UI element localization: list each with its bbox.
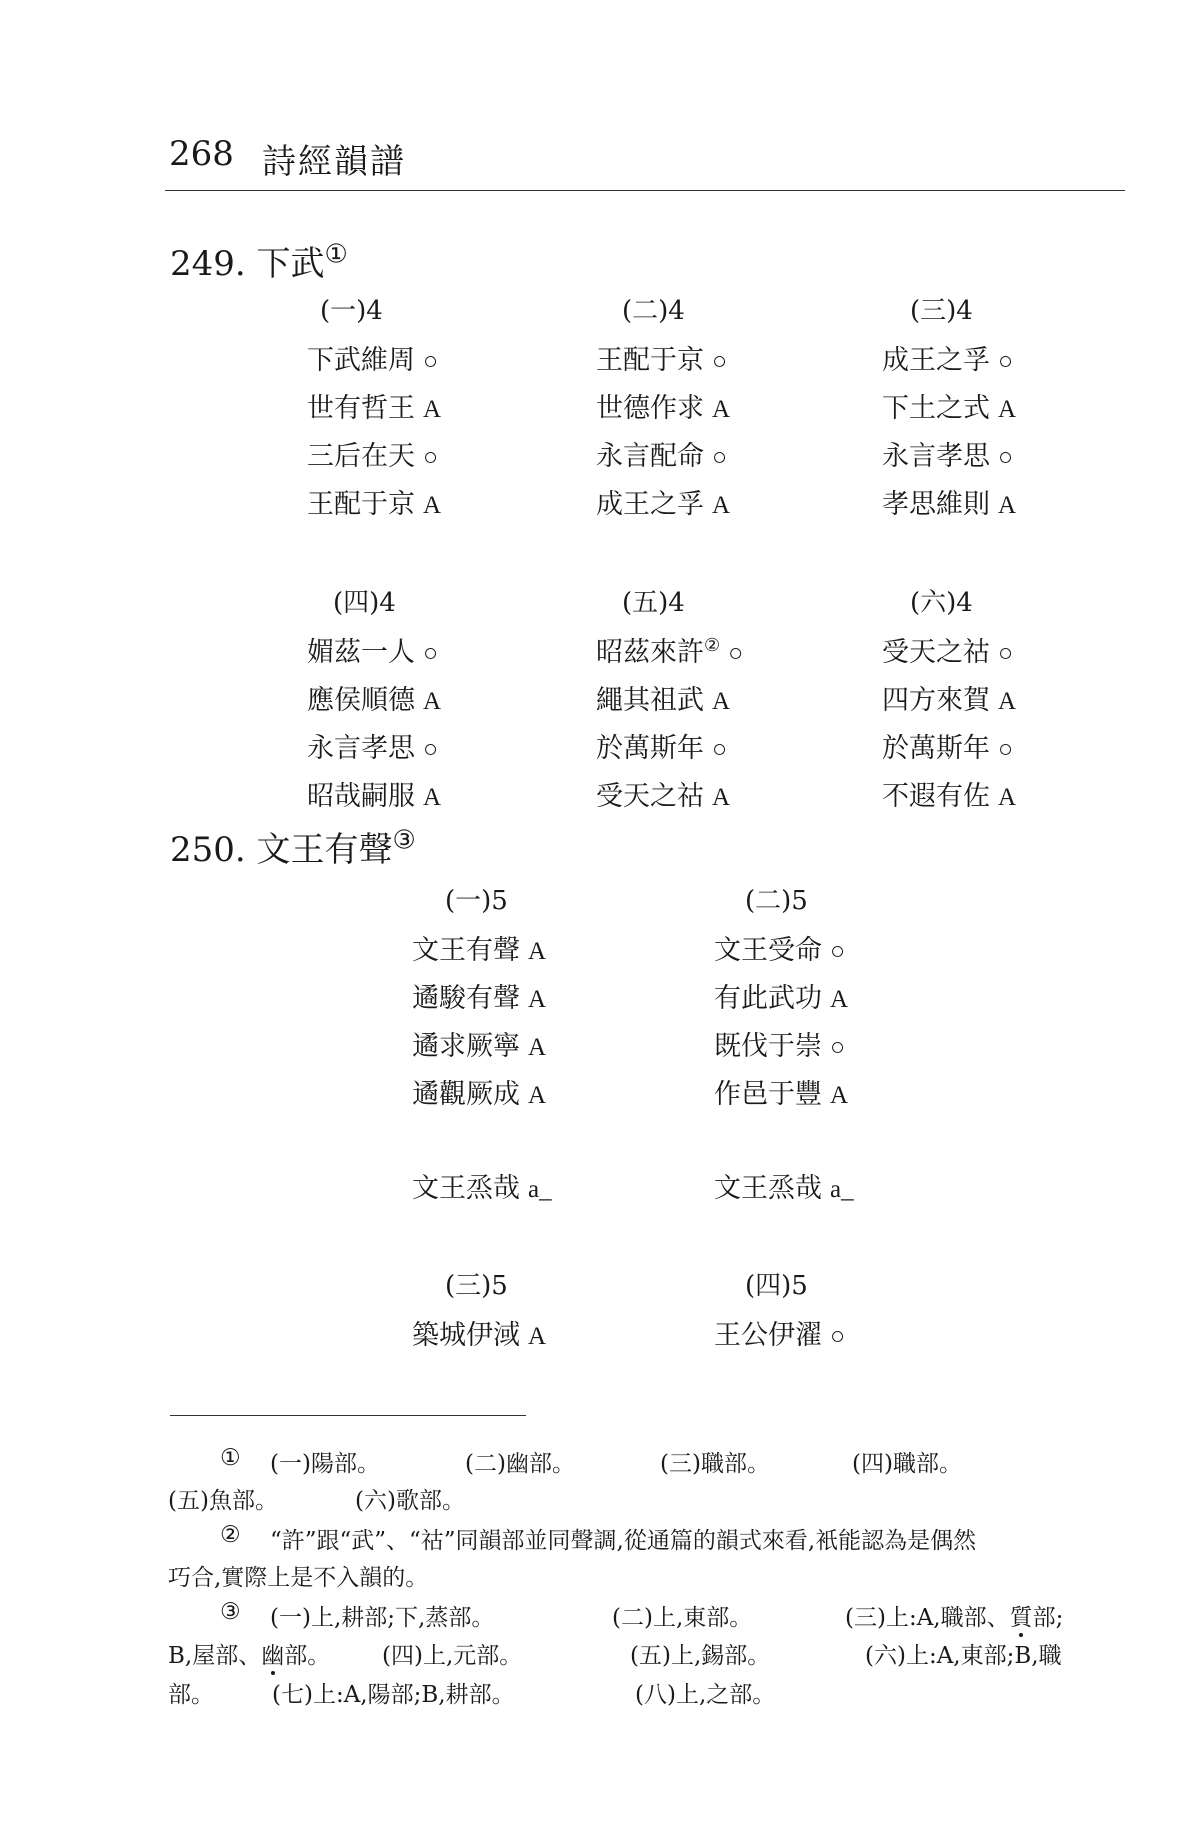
rhyme-mark: ○ bbox=[998, 736, 1014, 763]
verse-line: 繩其祖武 A bbox=[596, 685, 731, 716]
verse-line: 受天之祜 A bbox=[596, 781, 731, 812]
poem-250-note-marker: ③ bbox=[392, 825, 416, 856]
rhyme-mark: A bbox=[712, 688, 731, 715]
footnote-part: (三)上:A,職部、質部; bbox=[845, 1605, 1064, 1631]
verse-line: 昭哉嗣服 A bbox=[307, 781, 442, 812]
refrain-line: 文王烝哉 a_ bbox=[714, 1173, 854, 1204]
verse-line: 王配于京 A bbox=[307, 489, 442, 520]
poem-249-title: 249. 下武① bbox=[170, 239, 348, 284]
verse-line: 有此武功 A bbox=[714, 983, 849, 1014]
verse-line: 作邑于豐 A bbox=[714, 1079, 849, 1110]
stanza-label: (一)4 bbox=[320, 296, 383, 326]
verse-line: 四方來賀 A bbox=[882, 685, 1017, 716]
rhyme-mark: A bbox=[998, 688, 1017, 715]
rhyme-mark: A bbox=[528, 1082, 547, 1109]
verse-line: 文王有聲 A bbox=[412, 935, 547, 966]
footnote-part: (四)職部。 bbox=[852, 1451, 962, 1477]
poem-249-note-marker: ① bbox=[324, 239, 348, 270]
rhyme-mark: A bbox=[830, 1082, 849, 1109]
rhyme-mark: A bbox=[528, 1323, 547, 1350]
footnote-part: (四)上,元部。 bbox=[382, 1643, 523, 1669]
stanza-label: (三)5 bbox=[445, 1271, 508, 1301]
verse-line: 孝思維則 A bbox=[882, 489, 1017, 520]
verse-line: 永言配命 ○ bbox=[596, 441, 728, 472]
verse-line: 不遐有佐 A bbox=[882, 781, 1017, 812]
footnote-part: (五)上,錫部。 bbox=[630, 1643, 771, 1669]
rhyme-mark: A bbox=[423, 688, 442, 715]
rhyme-mark: ○ bbox=[998, 348, 1014, 375]
verse-line: 成王之孚 A bbox=[596, 489, 731, 520]
rhyme-mark: A bbox=[423, 396, 442, 423]
footnote-part: (八)上,之部。 bbox=[635, 1682, 776, 1708]
rhyme-mark: A bbox=[712, 396, 731, 423]
verse-line: 世有哲王 A bbox=[307, 393, 442, 424]
footnote-text: “許”跟“武”、“祜”同韻部並同聲調,從通篇的韻式來看,衹能認為是偶然 bbox=[270, 1528, 977, 1554]
stanza-label: (四)5 bbox=[745, 1271, 808, 1301]
verse-line: 世德作求 A bbox=[596, 393, 731, 424]
verse-line: 既伐于崇 ○ bbox=[714, 1031, 846, 1062]
footnote-text: 巧合,實際上是不入韻的。 bbox=[168, 1565, 429, 1591]
footnote-rule bbox=[170, 1415, 526, 1416]
rhyme-mark: ○ bbox=[830, 1323, 846, 1350]
verse-line: 遹求厥寧 A bbox=[412, 1031, 547, 1062]
verse-line: 永言孝思 ○ bbox=[882, 441, 1014, 472]
footnote-part: (三)職部。 bbox=[660, 1451, 770, 1477]
verse-line: 王公伊濯 ○ bbox=[714, 1320, 846, 1351]
rhyme-mark: ○ bbox=[423, 444, 439, 471]
rhyme-mark: A bbox=[998, 396, 1017, 423]
verse-line: 遹觀厥成 A bbox=[412, 1079, 547, 1110]
footnote-marker: ① bbox=[220, 1445, 241, 1471]
verse-line: 永言孝思 ○ bbox=[307, 733, 439, 764]
rhyme-mark: ○ bbox=[998, 640, 1014, 667]
verse-line: 於萬斯年 ○ bbox=[596, 733, 728, 764]
stanza-label: (三)4 bbox=[910, 296, 973, 326]
footnote-marker: ③ bbox=[220, 1599, 241, 1625]
footnote-part: (一)上,耕部;下,蒸部。 bbox=[270, 1605, 495, 1631]
rhyme-mark: ○ bbox=[712, 444, 728, 471]
stanza-label: (五)4 bbox=[622, 588, 685, 618]
footnote-part: (六)歌部。 bbox=[355, 1488, 465, 1514]
rhyme-mark: a_ bbox=[830, 1176, 854, 1203]
rhyme-mark: A bbox=[423, 492, 442, 519]
rhyme-mark: A bbox=[830, 986, 849, 1013]
verse-line: 於萬斯年 ○ bbox=[882, 733, 1014, 764]
refrain-line: 文王烝哉 a_ bbox=[412, 1173, 552, 1204]
rhyme-mark: ○ bbox=[728, 640, 744, 667]
verse-line: 媚茲一人 ○ bbox=[307, 637, 439, 668]
rhyme-mark: A bbox=[998, 784, 1017, 811]
rhyme-mark: a_ bbox=[528, 1176, 552, 1203]
footnote-part: 部。 bbox=[168, 1682, 214, 1708]
stanza-label: (二)5 bbox=[745, 886, 808, 916]
rhyme-mark: ○ bbox=[830, 1034, 846, 1061]
verse-line: 受天之祜 ○ bbox=[882, 637, 1014, 668]
rhyme-mark: A bbox=[528, 938, 547, 965]
footnote-part: (一)陽部。 bbox=[270, 1451, 380, 1477]
verse-line: 遹駿有聲 A bbox=[412, 983, 547, 1014]
header-rule bbox=[165, 190, 1125, 191]
emphasis-dot-char: 質 bbox=[1009, 1605, 1033, 1631]
poem-250-title: 250. 文王有聲③ bbox=[170, 825, 416, 870]
verse-line: 王配于京 ○ bbox=[596, 345, 728, 376]
page-number: 268 bbox=[169, 134, 234, 174]
footnote-part: (五)魚部。 bbox=[168, 1488, 278, 1514]
rhyme-mark: ○ bbox=[423, 348, 439, 375]
verse-line: 昭茲來許② ○ bbox=[596, 635, 744, 668]
stanza-label: (二)4 bbox=[622, 296, 685, 326]
emphasis-dot-char: 幽 bbox=[261, 1643, 285, 1669]
rhyme-mark: ○ bbox=[998, 444, 1014, 471]
verse-line: 三后在天 ○ bbox=[307, 441, 439, 472]
verse-line: 下土之式 A bbox=[882, 393, 1017, 424]
footnote-part: (七)上:A,陽部;B,耕部。 bbox=[272, 1682, 515, 1708]
rhyme-mark: A bbox=[712, 492, 731, 519]
footnote-part: (二)幽部。 bbox=[465, 1451, 575, 1477]
rhyme-mark: ○ bbox=[423, 736, 439, 763]
footnote-part: (二)上,東部。 bbox=[612, 1605, 753, 1631]
footnote-part: B,屋部、幽部。 bbox=[168, 1643, 331, 1669]
rhyme-mark: A bbox=[998, 492, 1017, 519]
rhyme-mark: ○ bbox=[830, 938, 846, 965]
rhyme-mark: ○ bbox=[423, 640, 439, 667]
verse-line: 文王受命 ○ bbox=[714, 935, 846, 966]
stanza-label: (六)4 bbox=[910, 588, 973, 618]
stanza-label: (一)5 bbox=[445, 886, 508, 916]
footnote-marker: ② bbox=[220, 1522, 241, 1548]
rhyme-mark: A bbox=[528, 986, 547, 1013]
verse-line: 應侯順德 A bbox=[307, 685, 442, 716]
verse-line: 下武維周 ○ bbox=[307, 345, 439, 376]
rhyme-mark: ○ bbox=[712, 736, 728, 763]
rhyme-mark: A bbox=[712, 784, 731, 811]
rhyme-mark: ○ bbox=[712, 348, 728, 375]
footnote-part: (六)上:A,東部;B,職 bbox=[865, 1643, 1062, 1669]
verse-line: 築城伊淢 A bbox=[412, 1320, 547, 1351]
book-title: 詩經韻譜 bbox=[262, 142, 406, 182]
rhyme-mark: A bbox=[423, 784, 442, 811]
footnote-ref: ② bbox=[704, 635, 721, 656]
verse-line: 成王之孚 ○ bbox=[882, 345, 1014, 376]
rhyme-mark: A bbox=[528, 1034, 547, 1061]
stanza-label: (四)4 bbox=[333, 588, 396, 618]
